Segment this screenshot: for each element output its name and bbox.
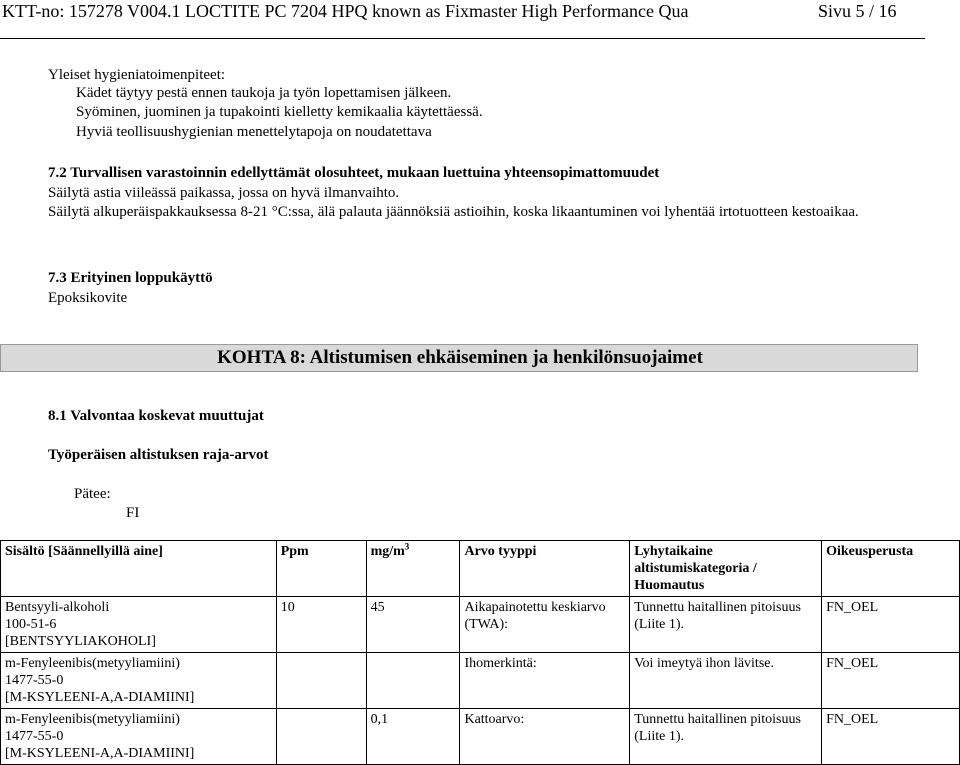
table-row: [1, 597, 960, 653]
table-row: [1, 709, 960, 765]
substance-cas: 100-51-6: [5, 617, 57, 632]
value-type-cell: Kattoarvo:: [460, 709, 630, 765]
value-type-cell: Aikapainotettu keskiarvo (TWA):: [460, 597, 630, 653]
section-7-2-text: Säilytä alkuperäispakkauksessa 8-21 °C:ssa, älä palauta jäännöksiä astioihin, koska likaantuminen voi lyhentää irtotuotteen kestoaikaa.: [48, 204, 859, 220]
substance-alias: [BENTSYYLIAKOHOLI]: [5, 634, 156, 649]
substance-name: m-Fenyleenibis(metyyliamiini): [5, 656, 180, 671]
substance-name: Bentsyyli-alkoholi: [5, 600, 110, 615]
col-header-mgm3-label: mg/m: [370, 544, 405, 559]
substance-alias: [M-KSYLEENI-A,A-DIAMIINI]: [5, 690, 195, 705]
hygiene-line: Kädet täytyy pestä ennen taukoja ja työn lopettamisen jälkeen.: [76, 85, 452, 101]
col-header-ppm: Ppm: [276, 541, 366, 597]
section-7-2-heading: 7.2 Turvallisen varastoinnin edellyttämät olosuhteet, mukaan luettuina yhteensopimattomuudet: [48, 165, 660, 181]
oel-table: [0, 540, 960, 765]
note-cell: Tunnettu haitallinen pitoisuus (Liite 1).: [630, 709, 822, 765]
section-8-title: KOHTA 8: Altistumisen ehkäiseminen ja henkilönsuojaimet: [217, 347, 703, 368]
section-7-2-text: Säilytä astia viileässä paikassa, jossa on hyvä ilmanvaihto.: [48, 185, 400, 201]
page-header: [0, 0, 960, 24]
applies-label: Pätee:: [74, 486, 111, 502]
ppm-cell: [276, 653, 366, 709]
legal-basis-cell: FN_OEL: [822, 597, 960, 653]
substance-cell: [1, 597, 277, 653]
substance-cas: 1477-55-0: [5, 729, 64, 744]
substance-cas: 1477-55-0: [5, 673, 64, 688]
note-cell: Tunnettu haitallinen pitoisuus (Liite 1).: [630, 597, 822, 653]
hygiene-heading: Yleiset hygieniatoimenpiteet:: [48, 67, 226, 83]
substance-cell: [1, 709, 277, 765]
legal-basis-cell: FN_OEL: [822, 709, 960, 765]
value-type-cell: Ihomerkintä:: [460, 653, 630, 709]
col-header-substance: Sisältö [Säännellyillä aine]: [1, 541, 277, 597]
header-rule: [0, 38, 925, 39]
superscript-3: 3: [404, 541, 410, 552]
section-7-3-heading: 7.3 Erityinen loppukäyttö: [48, 270, 213, 286]
note-cell: Voi imeytyä ihon lävitse.: [630, 653, 822, 709]
col-header-short-term: Lyhytaikaine altistumiskategoria / Huomautus: [630, 541, 822, 597]
oel-subheading: Työperäisen altistuksen raja-arvot: [48, 447, 269, 463]
page-number: Sivu 5 / 16: [818, 1, 897, 21]
hygiene-line: Hyviä teollisuushygienian menettelytapoja on noudatettava: [76, 124, 432, 140]
col-header-mgm3: [366, 541, 460, 597]
ppm-cell: 10: [276, 597, 366, 653]
mgm3-cell: [366, 653, 460, 709]
table-header-row: [1, 541, 960, 597]
ppm-cell: [276, 709, 366, 765]
col-header-legal-basis: Oikeusperusta: [822, 541, 960, 597]
section-8-1-heading: 8.1 Valvontaa koskevat muuttujat: [48, 408, 264, 424]
document-id-title: KTT-no: 157278 V004.1 LOCTITE PC 7204 HPQ known as Fixmaster High Performance Qua: [2, 1, 689, 21]
mgm3-cell: 45: [366, 597, 460, 653]
legal-basis-cell: FN_OEL: [822, 653, 960, 709]
col-header-value-type: Arvo tyyppi: [460, 541, 630, 597]
substance-alias: [M-KSYLEENI-A,A-DIAMIINI]: [5, 746, 195, 761]
table-row: [1, 653, 960, 709]
mgm3-cell: 0,1: [366, 709, 460, 765]
substance-name: m-Fenyleenibis(metyyliamiini): [5, 712, 180, 727]
section-7-3-text: Epoksikovite: [48, 290, 128, 306]
substance-cell: [1, 653, 277, 709]
applies-value: FI: [126, 505, 140, 521]
hygiene-line: Syöminen, juominen ja tupakointi kielletty kemikaalia käytettäessä.: [76, 104, 483, 120]
